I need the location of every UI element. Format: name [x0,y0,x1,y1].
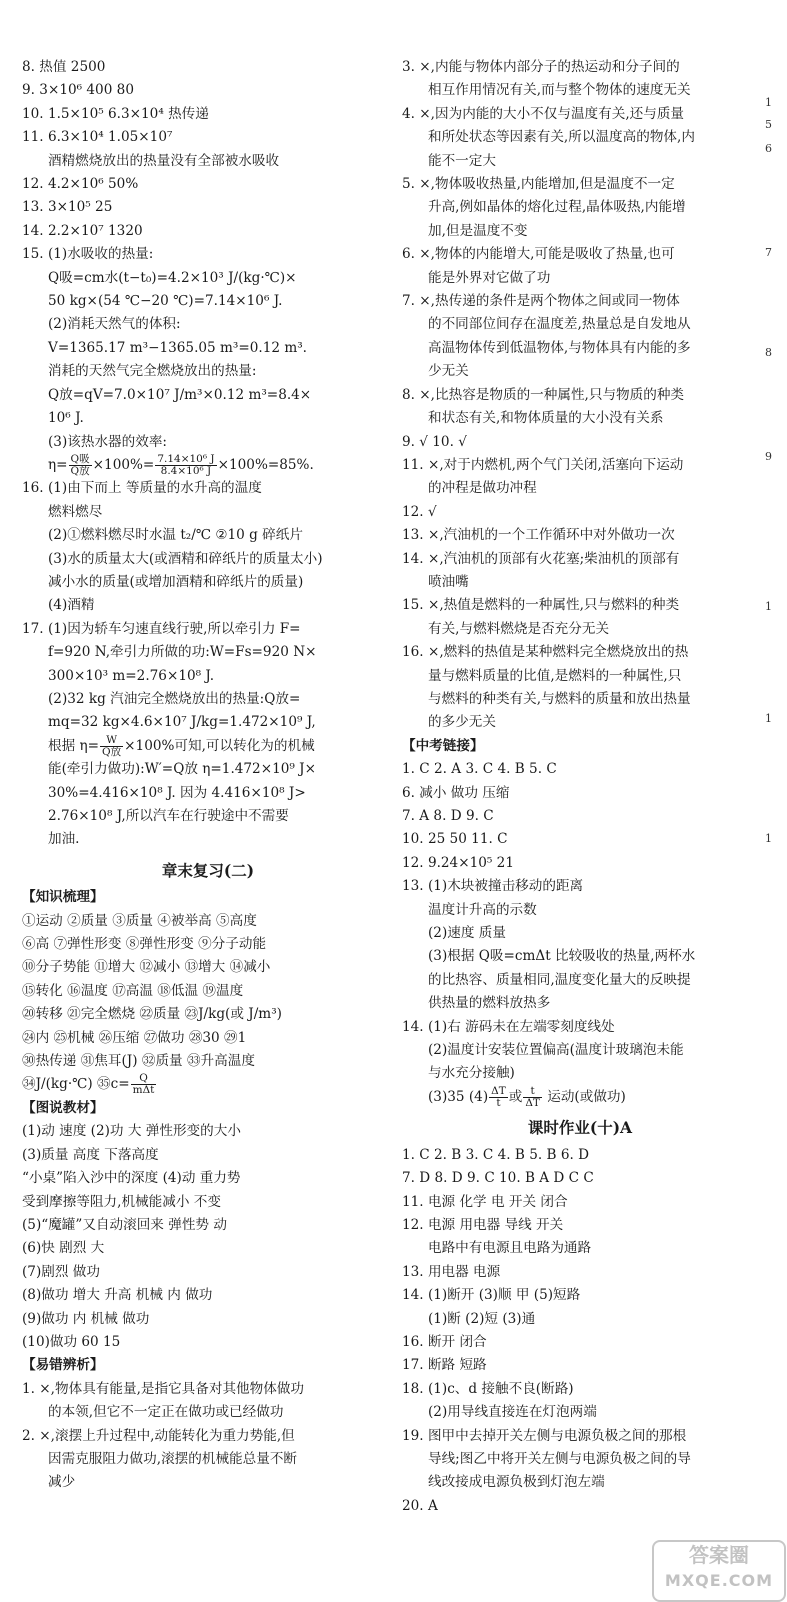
answer-line: 加,但是温度不变 [428,222,528,239]
answer-line: 16. ×,燃料的热值是某种燃料完全燃烧放出的热 [402,644,689,661]
answer-line: (3)质量 高度 下落高度 [22,1146,159,1163]
formula-text: (3)35 (4) [428,1088,489,1105]
answer-line: (2)用导线直接连在灯泡两端 [428,1404,597,1421]
answer-line: 能是外界对它做了功 [428,269,551,286]
fraction [489,1086,508,1109]
answer-line: 19. 图甲中去掉开关左侧与电源负极之间的那根 [402,1427,687,1444]
answer-line: ①运动 ②质量 ③质量 ④被举高 ⑤高度 [22,912,257,929]
answer-line: 3. ×,内能与物体内部分子的热运动和分子间的 [402,59,680,75]
formula-text: 运动(或做功) [542,1088,626,1105]
answer-line: 电路中有电源且电路为通路 [428,1240,592,1257]
answer-line: 与燃料的种类有关,与燃料的质量和放出热量 [428,690,691,707]
fraction-denominator: Q放 [102,745,122,758]
edge-fragment: 1 [765,96,772,109]
answer-line: 14. 2.2×10⁷ 1320 [22,222,143,239]
edge-fragment: 6 [765,142,772,155]
answer-line: ㉔内 ㉕机械 ㉖压缩 ㉗做功 ㉘30 ㉙1 [22,1029,247,1046]
answer-line: ⑥高 ⑦弹性形变 ⑧弹性形变 ⑨分子动能 [22,936,267,953]
answer-line: 温度计升高的示数 [428,901,537,918]
formula-text: ×100%= [92,456,155,473]
edge-fragment: 1 [765,600,772,613]
answer-line: 16. (1)由下而上 等质量的水升高的温度 [22,480,262,497]
answer-line: (2)消耗天然气的体积: [48,316,181,333]
answer-line: (2)①燃料燃尽时水温 t₂/℃ ②10 g 碎纸片 [48,527,303,544]
answer-line: ⑩分子势能 ⑪增大 ⑫减小 ⑬增大 ⑭减小 [22,959,271,976]
answer-line: 量与燃料质量的比值,是燃料的一种属性,只 [428,667,682,684]
edge-fragment: 1 [765,712,772,725]
fraction-numerator: 7.14×10⁶ J [157,452,215,465]
formula-text: 根据 η= [48,737,100,754]
answer-line: 7. A 8. D 9. C [402,808,494,824]
answer-line: 1. ×,物体具有能量,是指它具备对其他物体做功 [22,1380,305,1397]
answer-line: 10⁶ J. [48,410,84,427]
answer-line: V=1365.17 m³−1365.05 m³=0.12 m³. [48,339,307,356]
edge-fragment: 8 [765,346,772,359]
answer-line: 和所处状态等因素有关,所以温度高的物体,内 [428,129,695,146]
fraction-numerator: Q吸 [70,452,90,465]
answer-line: (2)速度 质量 [428,925,506,942]
answer-line: 9. 3×10⁶ 400 80 [22,82,134,99]
answer-line: 5. ×,物体吸收热量,内能增加,但是温度不一定 [402,176,675,193]
answer-line: 酒精燃烧放出的热量没有全部被水吸收 [48,152,280,169]
fraction [69,454,92,477]
answer-line: f=920 N,牵引力所做的功:W=Fs=920 N× [48,644,317,661]
answer-line: 9. √ 10. √ [402,433,467,450]
answer-line: Q放=qV=7.0×10⁷ J/m³×0.12 m³=8.4× [48,386,312,403]
answer-line: 受到摩擦等阻力,机械能减小 不变 [22,1193,221,1210]
fraction-numerator: ΔT [491,1084,506,1097]
answer-line: 因需克服阻力做功,滚摆的机械能总量不断 [48,1450,298,1467]
answer-line: 线改接成电源负极到灯泡左端 [428,1474,605,1491]
answer-line: 300×10³ m=2.76×10⁸ J. [48,667,215,684]
answer-line: (6)快 剧烈 大 [22,1240,105,1257]
answer-line: (1)动 速度 (2)功 大 弹性形变的大小 [22,1123,241,1140]
answer-line: 6. ×,物体的内能增大,可能是吸收了热量,也可 [402,246,675,263]
fraction [100,735,123,758]
answer-line: (9)做功 内 机械 做功 [22,1310,150,1327]
answer-line: Q吸=cm水(t−t₀)=4.2×10³ J/(kg·℃)× [48,269,297,286]
section-title: 章末复习(二) [161,860,255,880]
answer-line: 少无关 [428,363,469,380]
answer-line: 8. 热值 2500 [22,59,106,75]
answer-line: 的本领,但它不一定正在做功或已经做功 [48,1404,284,1421]
fraction-denominator: ΔT [525,1096,540,1109]
formula-text: ×100%=85%. [217,456,314,473]
answer-line: (5)“魔罐”又自动滚回来 弹性势 动 [22,1216,227,1233]
answer-line: 4. ×,因为内能的大小不仅与温度有关,还与质量 [402,105,685,122]
answer-line: 30%=4.416×10⁸ J. 因为 4.416×10⁸ J> [48,784,306,801]
watermark-url: MXQE.COM [664,1571,774,1590]
answer-line: 16. 断开 闭合 [402,1333,487,1350]
answer-line: 供热量的燃料放热多 [428,995,551,1012]
answer-line: 10. 25 50 11. C [402,831,508,848]
edge-fragment: 7 [765,246,772,259]
answer-line: mq=32 kg×4.6×10⁷ J/kg=1.472×10⁹ J, [48,714,316,731]
answer-line: 14. ×,汽油机的顶部有火花塞;柴油机的顶部有 [402,550,680,567]
formula-line [22,1073,394,1096]
answer-line: 的冲程是做功冲程 [428,480,537,497]
answer-line: 有关,与燃料燃烧是否充分无关 [428,620,610,637]
answer-line: 18. (1)c、d 接触不良(断路) [402,1380,574,1397]
left-column [22,56,394,1495]
watermark-title: 答案圈 [689,1543,749,1567]
answer-line: ⑳转移 ㉑完全燃烧 ㉒质量 ㉓J/kg(或 J/m³) [22,1006,282,1023]
answer-line: 7. ×,热传递的条件是两个物体之间或同一物体 [402,293,680,310]
fraction-denominator: 8.4×10⁶ J [160,464,212,477]
answer-line: 7. D 8. D 9. C 10. B A D C C [402,1170,594,1187]
edge-fragment: 9 [765,450,772,463]
answer-line: (8)做功 增大 升高 机械 内 做功 [22,1287,213,1304]
fraction-denominator: Q放 [70,464,90,477]
answer-line: 8. ×,比热容是物质的一种属性,只与物质的种类 [402,386,685,403]
fraction-denominator: t [496,1096,501,1109]
answer-line: 17. (1)因为轿车匀速直线行驶,所以牵引力 F= [22,620,301,637]
formula-line [402,1086,758,1109]
formula-line [22,454,394,477]
answer-line: 2. ×,滚摆上升过程中,动能转化为重力势能,但 [22,1427,295,1444]
answer-line: 的比热容、质量相同,温度变化量大的反映提 [428,971,691,988]
answer-line: “小桌”陷入沙中的深度 (4)动 重力势 [22,1170,241,1187]
answer-line: 和状态有关,和物体质量的大小没有关系 [428,410,664,427]
answer-line: (3)水的质量太大(或酒精和碎纸片的质量太小) [48,550,323,567]
answer-line: (2)32 kg 汽油完全燃烧放出的热量:Q放= [48,690,301,707]
answer-line: 1. C 2. A 3. C 4. B 5. C [402,761,557,778]
formula-text: 或 [508,1088,523,1105]
edge-fragment: 5 [765,118,772,131]
answer-line: 10. 1.5×10⁵ 6.3×10⁴ 热传递 [22,105,209,122]
answer-line: 11. 6.3×10⁴ 1.05×10⁷ [22,129,173,146]
answer-line: 能(牵引力做功):W′=Q放 η=1.472×10⁹ J× [48,761,317,778]
answer-line: 能不一定大 [428,152,496,169]
answer-line: 的多少无关 [428,714,496,731]
answer-line: 1. C 2. B 3. C 4. B 5. B 6. D [402,1146,590,1163]
answer-line: 13. (1)木块被撞击移动的距离 [402,878,584,895]
answer-line: 13. 用电器 电源 [402,1263,501,1280]
answer-line: 20. A [402,1497,438,1514]
answer-line: 12. 电源 用电器 导线 开关 [402,1216,564,1233]
answer-line: (3)该热水器的效率: [48,433,167,450]
answer-line: 50 kg×(54 ℃−20 ℃)=7.14×10⁶ J. [48,293,283,310]
answer-line: 减少 [48,1474,76,1491]
answer-line: 13. ×,汽油机的一个工作循环中对外做功一次 [402,527,675,544]
answer-line: (4)酒精 [48,597,95,614]
answer-line: (10)做功 60 15 [22,1333,121,1350]
answer-line: 的不同部位间存在温度差,热量总是自发地从 [428,316,691,333]
section-header: 【图说教材】 [22,1099,104,1116]
answer-line: 6. 减小 做功 压缩 [402,784,510,801]
answer-line: 14. (1)右 游码未在左端零刻度线处 [402,1018,615,1035]
fraction [155,454,216,477]
answer-line: 12. 9.24×10⁵ 21 [402,854,514,871]
answer-line: 11. ×,对于内燃机,两个气门关闭,活塞向下运动 [402,456,684,473]
answer-line: 15. ×,热值是燃料的一种属性,只与燃料的种类 [402,597,680,614]
answer-line: ⑮转化 ⑯温度 ⑰高温 ⑱低温 ⑲温度 [22,982,244,999]
section-header: 【中考链接】 [402,737,484,754]
edge-fragment: 1 [765,832,772,845]
answer-line: 燃料燃尽 [48,503,103,520]
fraction-numerator: W [100,735,123,747]
formula-text: ㉞J/(kg·℃) ㉟c= [22,1076,130,1093]
answer-line: 13. 3×10⁵ 25 [22,199,113,216]
answer-line: 12. 4.2×10⁶ 50% [22,176,139,193]
answer-line: 17. 断路 短路 [402,1357,487,1374]
section-header: 【知识梳理】 [22,889,104,906]
answer-line: 11. 电源 化学 电 开关 闭合 [402,1193,568,1210]
formula-line [22,735,394,758]
fraction-numerator: Q [131,1073,157,1085]
answer-line: 与水充分接触) [428,1065,515,1082]
answer-line: 高温物体传到低温物体,与物体具有内能的多 [428,339,691,356]
answer-line: (1)断 (2)短 (3)通 [428,1310,536,1327]
answer-line: 12. √ [402,503,437,520]
answer-line: 减小水的质量(或增加酒精和碎纸片的质量) [48,573,304,590]
formula-text: ×100%可知,可以转化为的机械 [124,737,315,754]
watermark-logo [652,1540,786,1602]
answer-line: (2)温度计安装位置偏高(温度计玻璃泡未能 [428,1042,684,1059]
fraction [523,1086,542,1109]
answer-line: 2.76×10⁸ J,所以汽车在行驶途中不需要 [48,808,289,824]
answer-line: 加油. [48,831,80,848]
answer-line: 15. (1)水吸收的热量: [22,246,154,263]
section-title: 课时作业(十)A [527,1118,633,1138]
answer-line: ㉚热传递 ㉛焦耳(J) ㉜质量 ㉝升高温度 [22,1053,255,1070]
answer-line: 喷油嘴 [428,573,469,590]
fraction-numerator: t [523,1086,542,1098]
answer-line: (7)剧烈 做功 [22,1263,100,1280]
section-header: 【易错辨析】 [22,1357,104,1374]
fraction-denominator: mΔt [132,1084,155,1097]
fraction [131,1073,157,1096]
answer-line: 消耗的天然气完全燃烧放出的热量: [48,363,257,380]
answer-line: 升高,例如晶体的熔化过程,晶体吸热,内能增 [428,199,686,216]
answer-line: 14. (1)断开 (3)顺 甲 (5)短路 [402,1287,581,1304]
answer-line: (3)根据 Q吸=cmΔt 比较吸收的热量,两杯水 [428,948,696,965]
right-column [402,56,758,1518]
answer-line: 相互作用情况有关,而与整个物体的速度无关 [428,82,691,99]
answer-line: 导线;图乙中将开关左侧与电源负极之间的导 [428,1450,691,1467]
formula-text: η= [48,456,68,473]
